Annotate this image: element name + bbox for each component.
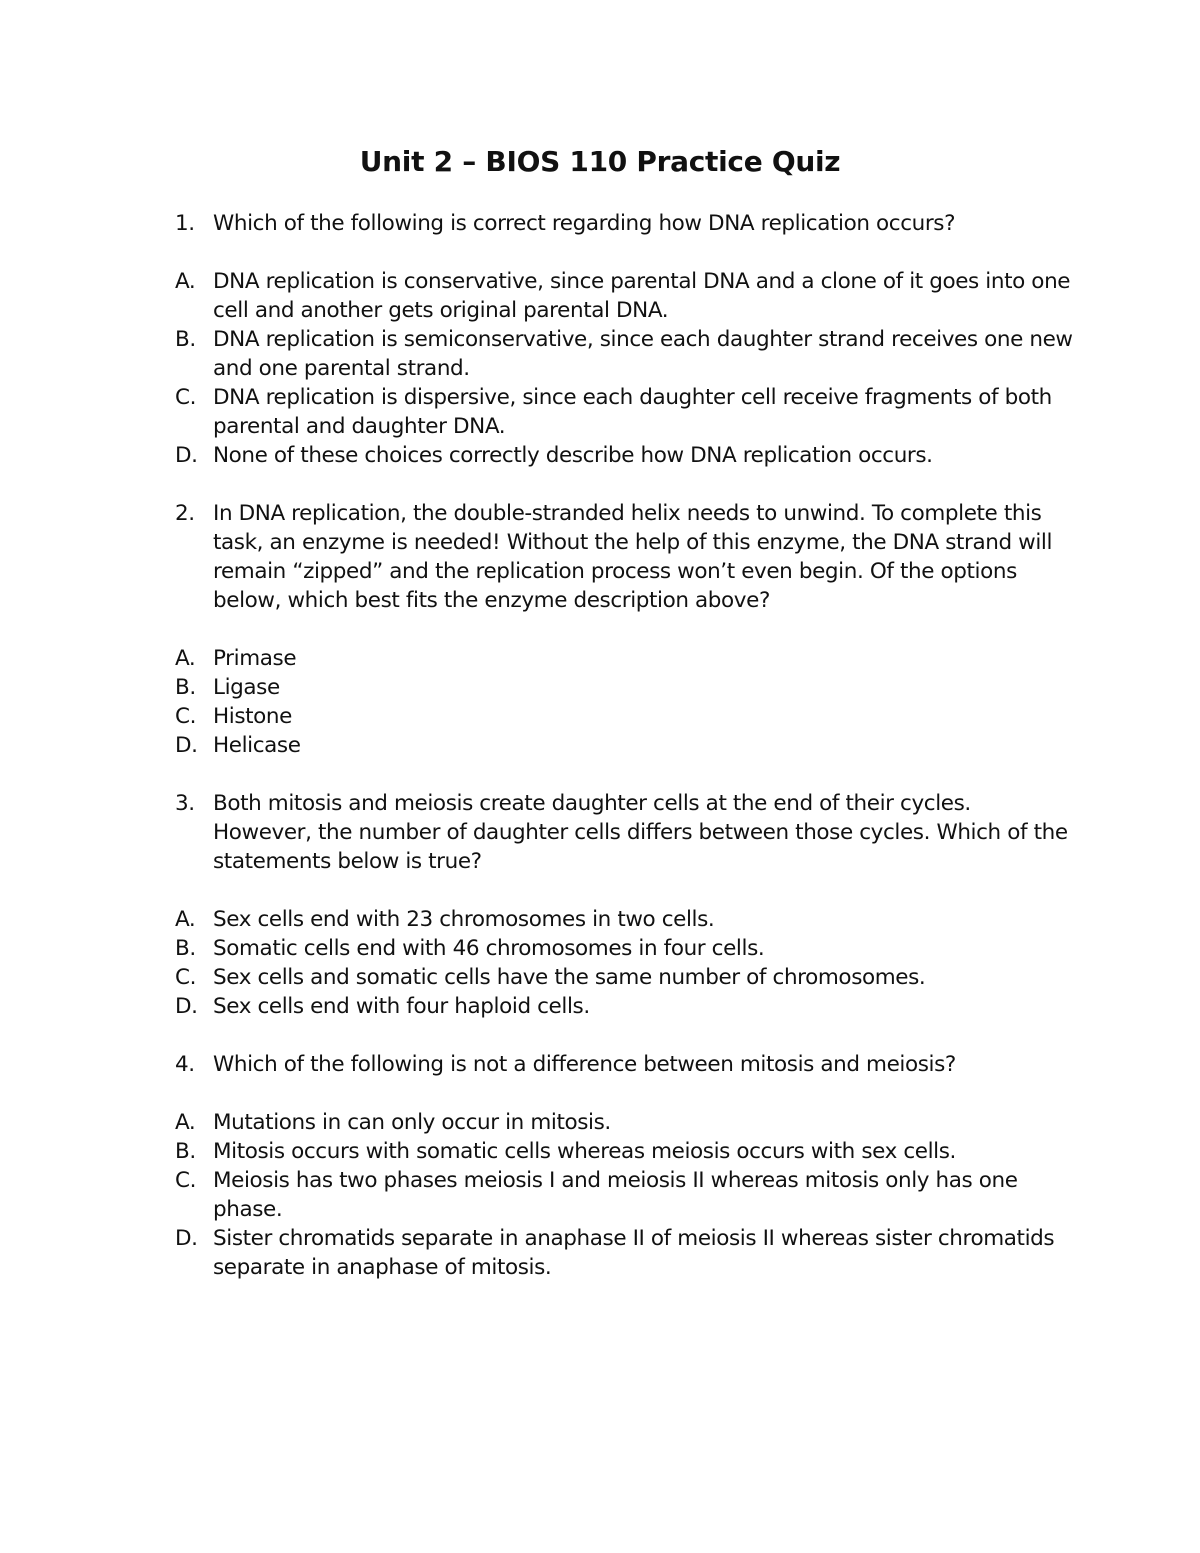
choice-text: Mutations in can only occur in mitosis.: [213, 1110, 611, 1135]
choice-letter: A.: [175, 269, 196, 294]
choice-1a: [175, 267, 1075, 325]
choice-letter: A.: [175, 646, 196, 671]
question-text: Which of the following is correct regarding how DNA replication occurs?: [213, 211, 956, 236]
choice-letter: D.: [175, 733, 198, 758]
choice-text: Mitosis occurs with somatic cells whereas meiosis occurs with sex cells.: [213, 1139, 956, 1164]
choice-letter: C.: [175, 385, 197, 410]
choice-3b: [175, 934, 1075, 963]
question-number: 1.: [175, 211, 195, 236]
choice-text: Primase: [213, 646, 297, 671]
choice-text: Somatic cells end with 46 chromosomes in four cells.: [213, 936, 765, 961]
choice-text: Histone: [213, 704, 292, 729]
question-4: [175, 1050, 1075, 1079]
choice-text: Helicase: [213, 733, 301, 758]
question-1-choices: [175, 267, 1075, 470]
choice-2b: [175, 673, 1075, 702]
question-1: [175, 209, 1075, 238]
choice-letter: C.: [175, 1168, 197, 1193]
choice-letter: D.: [175, 1226, 198, 1251]
choice-text: Sister chromatids separate in anaphase II of meiosis II whereas sister chromatids separate in anaphase of mitosis.: [213, 1226, 1055, 1280]
choice-3d: [175, 992, 1075, 1021]
choice-4a: [175, 1108, 1075, 1137]
choice-1b: [175, 325, 1075, 383]
choice-letter: C.: [175, 965, 197, 990]
choice-3a: [175, 905, 1075, 934]
choice-text: None of these choices correctly describe how DNA replication occurs.: [213, 443, 933, 468]
choice-letter: B.: [175, 1139, 196, 1164]
choice-1c: [175, 383, 1075, 441]
choice-1d: [175, 441, 1075, 470]
question-number: 4.: [175, 1052, 195, 1077]
choice-4b: [175, 1137, 1075, 1166]
choice-letter: D.: [175, 443, 198, 468]
choice-text: Ligase: [213, 675, 280, 700]
question-number: 2.: [175, 501, 195, 526]
choice-3c: [175, 963, 1075, 992]
question-4-choices: [175, 1108, 1075, 1282]
choice-text: Sex cells end with four haploid cells.: [213, 994, 590, 1019]
question-number: 3.: [175, 791, 195, 816]
question-2-choices: [175, 644, 1075, 760]
choice-4d: [175, 1224, 1075, 1282]
choice-letter: D.: [175, 994, 198, 1019]
choice-text: DNA replication is conservative, since parental DNA and a clone of it goes into one cell and another gets original parental DNA.: [213, 269, 1071, 323]
question-text: Which of the following is not a difference between mitosis and meiosis?: [213, 1052, 956, 1077]
choice-2c: [175, 702, 1075, 731]
question-3-choices: [175, 905, 1075, 1021]
page-title: Unit 2 – BIOS 110 Practice Quiz: [359, 145, 841, 178]
choice-4c: [175, 1166, 1075, 1224]
question-3: [175, 789, 1075, 876]
question-2: [175, 499, 1075, 615]
choice-2d: [175, 731, 1075, 760]
choice-text: DNA replication is dispersive, since each daughter cell receive fragments of both parental and daughter DNA.: [213, 385, 1052, 439]
question-text: Both mitosis and meiosis create daughter cells at the end of their cycles. However, the number of daughter cells differs between those cycles. Which of the statements below is true?: [213, 791, 1068, 874]
choice-letter: C.: [175, 704, 197, 729]
choice-letter: A.: [175, 1110, 196, 1135]
choice-letter: A.: [175, 907, 196, 932]
quiz-content: [175, 209, 1075, 1282]
choice-text: Meiosis has two phases meiosis I and meiosis II whereas mitosis only has one phase.: [213, 1168, 1018, 1222]
choice-letter: B.: [175, 675, 196, 700]
choice-text: Sex cells and somatic cells have the same number of chromosomes.: [213, 965, 926, 990]
choice-2a: [175, 644, 1075, 673]
choice-letter: B.: [175, 327, 196, 352]
choice-letter: B.: [175, 936, 196, 961]
choice-text: Sex cells end with 23 chromosomes in two cells.: [213, 907, 715, 932]
question-text: In DNA replication, the double-stranded helix needs to unwind. To complete this task, an enzyme is needed! Without the help of this enzyme, the DNA strand will remain “zipped” and the replication process won’t even begin. Of the options below, which best fits the enzyme description above?: [213, 501, 1053, 613]
choice-text: DNA replication is semiconservative, since each daughter strand receives one new and one parental strand.: [213, 327, 1073, 381]
